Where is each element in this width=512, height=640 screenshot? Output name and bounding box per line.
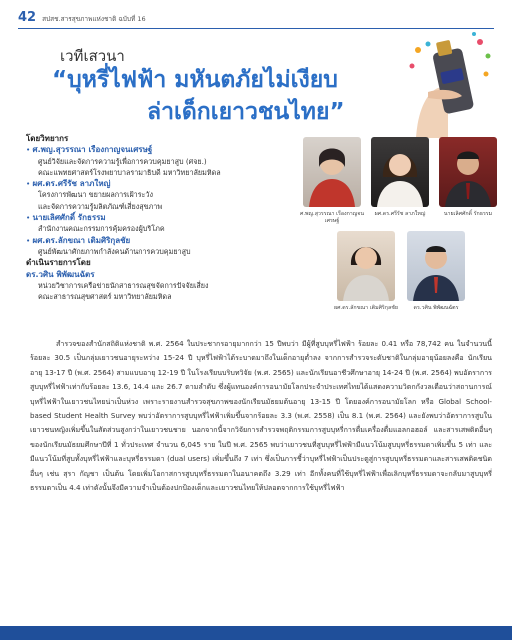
photo-caption: ผศ.ดร.ศรีรัช ลาภใหญ่ [374, 211, 426, 217]
lecturer-name: ผศ.ดร.ศรีรัช ลาภใหญ่ [32, 179, 111, 189]
lecturer-3: • นายเลิศศักดิ์ รักธรรม สำนักงานคณะกรรมการคุ้มครองผู้บริโภค [26, 212, 296, 235]
speaker-photos [295, 133, 505, 333]
lecturer-affiliation: สำนักงานคณะกรรมการคุ้มครองผู้บริโภค [38, 224, 165, 234]
lecturer-affiliation: คณะแพทยศาสตร์โรงพยาบาลรามาธิบดี มหาวิทยาลัยมหิดล [38, 167, 221, 177]
lecturer-4: • ผศ.ดร.ลักขณา เติมศิริกุลชัย ศูนย์พัฒนาศักยภาพกำลังคนด้านการควบคุมยาสูบ [26, 235, 296, 258]
photo-caption: ศ.พญ.สุวรรณา เรืองกาญจนเศรษฐ์ [299, 211, 365, 224]
moderator-affiliation: หน่วยวิชาการเครือข่ายนักสาธารณสุขจัดการปัจจัยเสี่ยง [38, 280, 209, 290]
e-cigarette-illustration [398, 30, 504, 138]
moderator [26, 269, 296, 303]
moderator-heading: ดำเนินรายการโดย [26, 258, 91, 268]
speaker-photo [303, 137, 361, 207]
photo-caption: นายเลิศศักดิ์ รักธรรม [443, 211, 493, 217]
moderator-name: ดร.วศิน พิพัฒนฉัตร [26, 269, 95, 279]
lecturer-1: • ศ.พญ.สุวรรณา เรืองกาญจนเศรษฐ์ ศูนย์วิจัยและจัดการความรู้เพื่อการควบคุมยาสูบ (ศจย.) คณะแพทยศาสตร์โรงพยาบาลรามาธิบดี มหาวิทยาลัยมหิดล [26, 144, 296, 178]
section-label: เวทีเสวนา [60, 47, 125, 65]
article-body: สำรวจของสำนักสถิติแห่งชาติ พ.ศ. 2564 ในประชากรอายุมากกว่า 15 ปีพบว่า มีผู้ที่สูบบุหรี่ไฟฟ้า ร้อยละ 0.41 หรือ 78,742 คน ในจำนวนนี้ร้อยละ 30.5 เป็นกลุ่มเยาวชนอายุระหว่าง 15-24 ปี บุหรี่ไฟฟ้าได้ระบาดมาถึงในเด็กอายุต่ำลง จากการสำรวจระดับชาติในกลุ่มอายุน้อยลงคือ นักเรียนอายุ 13-17 ปี (พ.ศ. 2564) สามแบบอายุ 12-19 ปี ในโรงเรียนบริบทวิจัย (พ.ศ. 2565) และนักเรียนอาชีวศึกษาอายุ 14-24 ปี (พ.ศ. 2564) พบอัตราการสูบบุหรี่ไฟฟ้าเท่ากับร้อยละ 13.6, 14.4 และ 26.7 ตามลำดับ ซึ่งผู้แทนองค์การอนามัยโลกประจำประเทศไทยได้แสดงความวิตกกังวลเตือนว่าสถานการณ์บุหรี่ไฟฟ้าในเยาวชนไทยน่าเป็นห่วง เพราะรายงานสำรวจสุขภาพของนักเรียนมัธยมต้นอายุ 13-15 ปี โดยองค์การอนามัยโลก หรือ Global School-based Student Health Survey พบว่าอัตราการสูบบุหรี่ไฟฟ้าเพิ่มขึ้นจากร้อยละ 3.3 (พ.ศ. 2558) เป็น 8.1 (พ.ศ. 2564) และยังพบว่าอัตราการสูบในเยาวชนหญิงเพิ่มขึ้นในสัดส่วนสูงกว่าในเยาวชนชาย นอกจากนี้จากวิจัยการสำรวจพฤติกรรมการสูบบุหรี่การดื่มเครื่องดื่มแอลกอฮอล์ และสารเสพติดอื่นๆ ของนักเรียนมัธยมศึกษาปีที่ 1 ทั่วประเทศ จำนวน 6,045 ราย ในปี พ.ศ. 2565 พบว่าเยาวชนที่สูบบุหรี่ไฟฟ้ามีแนวโน้มสูบบุหรี่ธรรมดาเพิ่มขึ้น 5 เท่า และมีแนวโน้มที่สูบทั้งบุหรี่ไฟฟ้าและบุหรี่ธรรมดา (dual users) เพิ่มขึ้นถึง 7 เท่า ซึ่งเป็นการชี้ว่าบุหรี่ไฟฟ้าเป็นประตูสู่การสูบบุหรี่ธรรมดาและสารเสพติดชนิดอื่นๆ เช่น สุรา กัญชา เป็นต้น โดยเพิ่มโอกาสการสูบบุหรี่ธรรมดาในอนาคตถึง 3.29 เท่า อีกทั้งคนที่ใช้บุหรี่ไฟฟ้าเพื่อเลิกบุหรี่ธรรมดาจะกลับมาสูบบุหรี่ธรรมดาเป็น 4.4 เท่าดังนั้นจึงมีความจำเป็นต้องปกป้องเด็กและเยาวชนไทยให้ปลอดจากการใช้บุหรี่ไฟฟ้า [30, 339, 492, 493]
page-number: 42 [18, 10, 37, 25]
lecturer-affiliation: โครงการพัฒนา ขยายผลการเฝ้าระวัง [38, 190, 153, 200]
speaker-photo [371, 137, 429, 207]
lecturer-affiliation: ศูนย์วิจัยและจัดการความรู้เพื่อการควบคุมยาสูบ (ศจย.) [38, 156, 207, 166]
lecturer-name: นายเลิศศักดิ์ รักธรรม [32, 213, 106, 223]
speaker-photo [337, 231, 395, 301]
article-title-line2: ล่าเด็กเยาวชนไทย” [147, 99, 345, 125]
lecturer-list [26, 133, 296, 302]
running-head: สปสช.สารสุขภาพแห่งชาติ ฉบับที่ 16 [42, 15, 146, 23]
lecturer-name: ผศ.ดร.ลักขณา เติมศิริกุลชัย [32, 235, 131, 245]
speaker-photo [407, 231, 465, 301]
lecturer-affiliation: ศูนย์พัฒนาศักยภาพกำลังคนด้านการควบคุมยาสูบ [38, 246, 191, 256]
speaker-photo [439, 137, 497, 207]
lecturer-affiliation: และจัดการความรู้มลิตภัณฑ์เสี่ยงสุขภาพ [38, 201, 163, 211]
lecturer-heading: โดยวิทยากร [26, 134, 69, 143]
photo-caption: ดร.วศิน พิพัฒนฉัตร [413, 305, 459, 311]
header-rule [18, 28, 494, 29]
lecturer-2: • ผศ.ดร.ศรีรัช ลาภใหญ่ โครงการพัฒนา ขยายผลการเฝ้าระวัง และจัดการความรู้มลิตภัณฑ์เสี่ยงสุขภาพ [26, 178, 296, 212]
lecturer-name: ศ.พญ.สุวรรณา เรืองกาญจนเศรษฐ์ [32, 145, 153, 155]
moderator-affiliation: คณะสาธารณสุขศาสตร์ มหาวิทยาลัยมหิดล [38, 292, 172, 302]
footer-band [0, 626, 512, 640]
article-title-line1: “บุหรี่ไฟฟ้า มหันตภัยไม่เงียบ [52, 67, 338, 93]
page-header [18, 10, 146, 25]
photo-caption: ผศ.ดร.ลักขณา เติมศิริกุลชัย [334, 305, 398, 311]
